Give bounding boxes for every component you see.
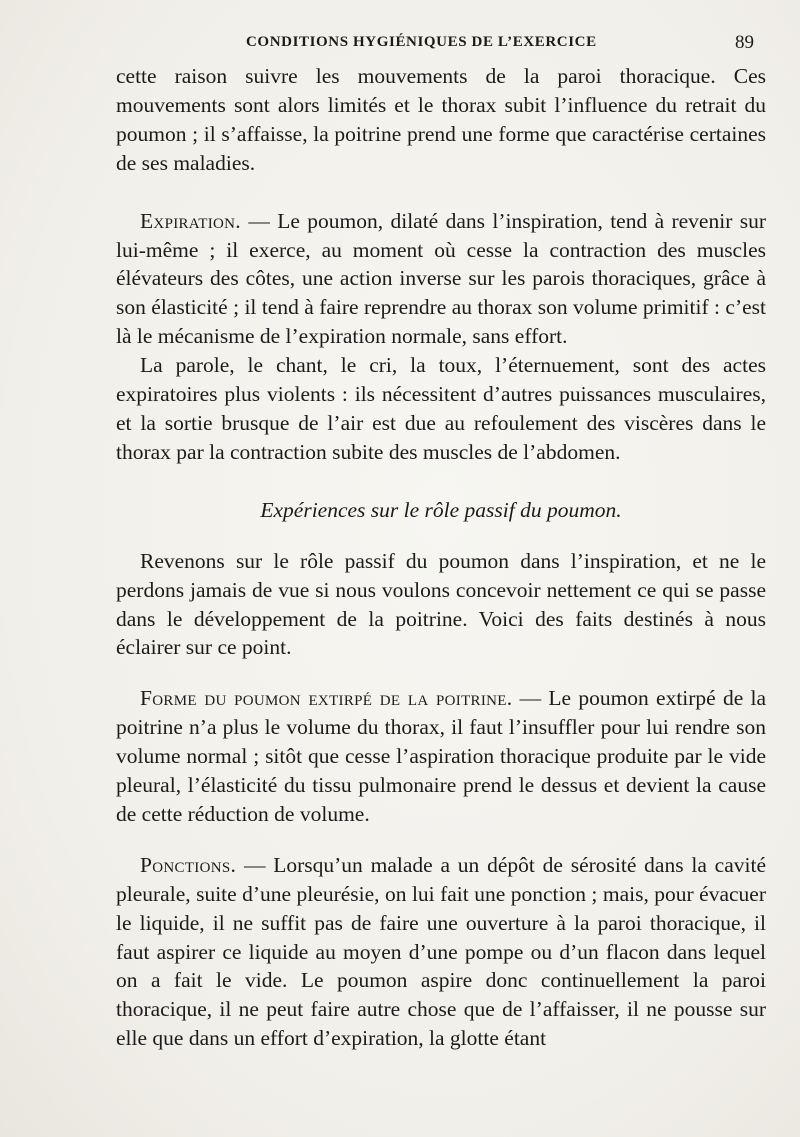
paragraph-forme: [116, 684, 766, 829]
paragraph-heading-forme: Forme du poumon extirpé de la poitrine.: [140, 686, 513, 711]
paragraph-heading-expiration: Expiration.: [140, 208, 241, 233]
paragraph-expiration: [116, 207, 766, 352]
paragraph-heading-ponctions: Ponctions.: [140, 852, 237, 877]
paragraph-ponctions: [116, 851, 766, 1053]
paragraph-text-forme: — Le poumon extirpé de la poitrine n’a plus le volume du thorax, il faut l’insuffler pour lui rendre son volume normal ; sitôt que cesse l’aspiration thoracique produite par le vide pleural, l’élasticité du tissu pulmonaire prend le dessus et devient la cause de cette réduction de volume.: [116, 686, 766, 826]
paragraph-revenons: Revenons sur le rôle passif du poumon dans l’inspiration, et ne le perdons jamais de vue si nous voulons concevoir nettement ce qui se passe dans le développement de la poitrine. Voici des faits destinés à nous éclairer sur ce point.: [116, 548, 766, 660]
page-number: 89: [735, 32, 754, 53]
section-title: Expériences sur le rôle passif du poumon.: [260, 497, 622, 522]
paragraph-text-expiration: — Le poumon, dilaté dans l’inspiration, tend à revenir sur lui-même ; il exerce, au moment où cesse la contraction des muscles élévateurs des côtes, une action inverse sur les parois thoraciques, grâce à son élasticité ; il tend à faire reprendre au thorax son volume primitif : c’est là le mécanisme de l’expiration normale, sans effort.: [116, 208, 766, 349]
paragraph-parole: La parole, le chant, le cri, la toux, l’éternuement, sont des actes expiratoires plus violents : ils nécessitent d’autres puissances musculaires, et la sortie brusque de l’air est due au refoulement des viscères dans le thorax par la contraction subite des muscles de l’abdomen.: [116, 353, 766, 464]
running-title: CONDITIONS HYGIÉNIQUES DE L’EXERCICE: [246, 34, 597, 50]
page-body: [116, 62, 766, 1053]
page-header: [0, 34, 800, 56]
paragraph-text-ponctions: — Lorsqu’un malade a un dépôt de sérosité dans la cavité pleurale, suite d’une pleurésie, on lui fait une ponction ; mais, pour évacuer le liquide, il ne suffit pas de faire une ouverture à la paroi thoracique, il faut aspirer ce liquide au moyen d’une pompe ou d’un flacon dans lequel on a fait le vide. Le poumon aspire donc continuellement la paroi thoracique, il ne peut faire autre chose que de l’affaisser, il ne pousse sur elle que dans un effort d’expiration, la glotte étant: [116, 852, 766, 1051]
paragraph-continuation: cette raison suivre les mouvements de la paroi thoracique. Ces mouvements sont alors limités et le thorax subit l’influence du retrait du poumon ; il s’affaisse, la poitrine prend une forme que caractérise certaines de ses maladies.: [116, 64, 766, 175]
